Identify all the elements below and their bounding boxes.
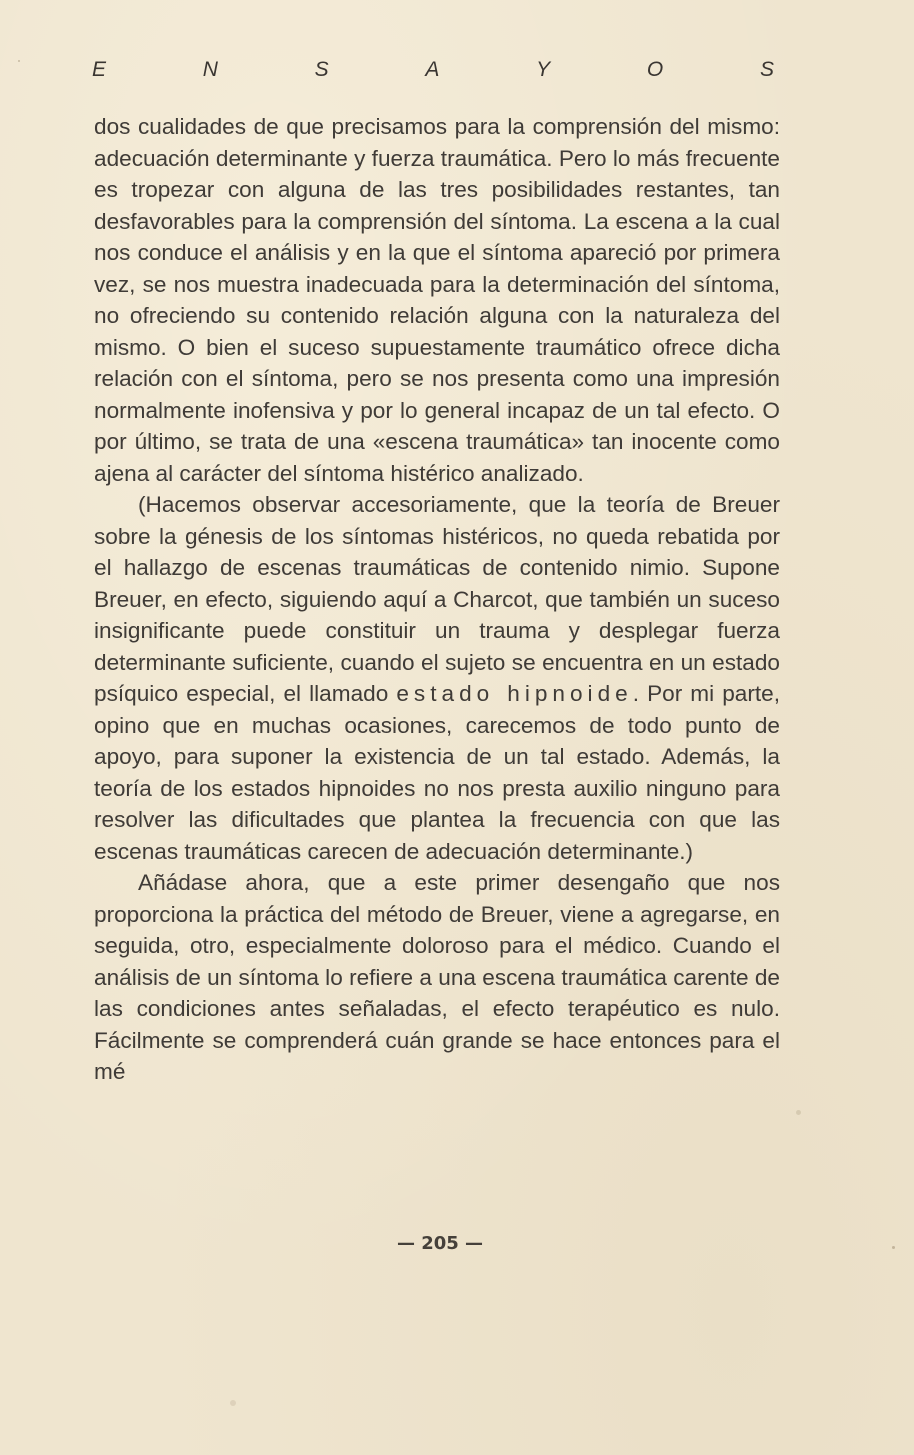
paragraph-text: . Por mi parte, opino que en muchas ocasiones, carecemos de todo punto de apoyo, para suponer la existencia de un tal estado. Además, la teoría de los estados hipnoides no nos presta auxilio ninguno para resolver las dificultades que plantea la frecuencia con que las escenas traumáticas carecen de adecuación determinante.) xyxy=(94,681,781,864)
paragraph: Añádase ahora, que a este primer desengaño que nos proporciona la práctica del método de Breuer, viene a agregarse, en seguida, otro, especialmente doloroso para el médico. Cuando el análisis de un síntoma lo refiere a una escena traumática carente de las condiciones antes señaladas, el efecto terapéutico es nulo. Fácilmente se comprenderá cuán grande se hace entonces para el mé xyxy=(94,870,780,1084)
paper-speck xyxy=(18,60,20,62)
header-letter: A xyxy=(425,58,440,81)
body-text xyxy=(94,111,780,1088)
header-letter: E xyxy=(92,58,107,81)
spaced-term: estado hipnoide xyxy=(396,681,633,706)
page-number: — 205 — xyxy=(396,1233,484,1254)
running-header xyxy=(92,58,774,82)
header-letter: N xyxy=(202,58,218,81)
paper-speck xyxy=(230,1400,236,1406)
header-letter: S xyxy=(314,58,329,81)
paper-speck xyxy=(796,1110,801,1115)
header-letter: Y xyxy=(536,58,551,81)
header-letter: S xyxy=(759,58,774,81)
paragraph-continuation: dos cualidades de que precisamos para la comprensión del mismo: adecuación determinante y fuerza traumática. Pero lo más frecuente es tropezar con alguna de las tres posibilidades restantes, tan desfavorables para la comprensión del síntoma. La escena a la cual nos conduce el análisis y en la que el síntoma apareció por primera vez, se nos muestra inadecuada para la determinación del síntoma, no ofreciendo su contenido relación alguna con la naturaleza del mismo. O bien el suceso supuestamente traumático ofrece dicha relación con el síntoma, pero se nos presenta como una impresión normalmente inofensiva y por lo general incapaz de un tal efecto. O por último, se trata de una «escena traumática» tan inocente como ajena al carácter del síntoma histérico analizado. xyxy=(94,114,780,486)
paragraph-parenthetical xyxy=(94,489,780,867)
paragraph-text: (Hacemos observar accesoriamente, que la teoría de Breuer sobre la génesis de los síntomas histéricos, no queda rebatida por el hallazgo de escenas traumáticas de contenido nimio. Supone Breuer, en efecto, siguiendo aquí a Charcot, que también un suceso insignificante puede constituir un trauma y desplegar fuerza determinante suficiente, cuando el sujeto se encuentra en un estado psíquico especial, el llamado xyxy=(94,492,780,706)
header-letter: O xyxy=(646,58,664,81)
paper-speck xyxy=(892,1246,895,1249)
